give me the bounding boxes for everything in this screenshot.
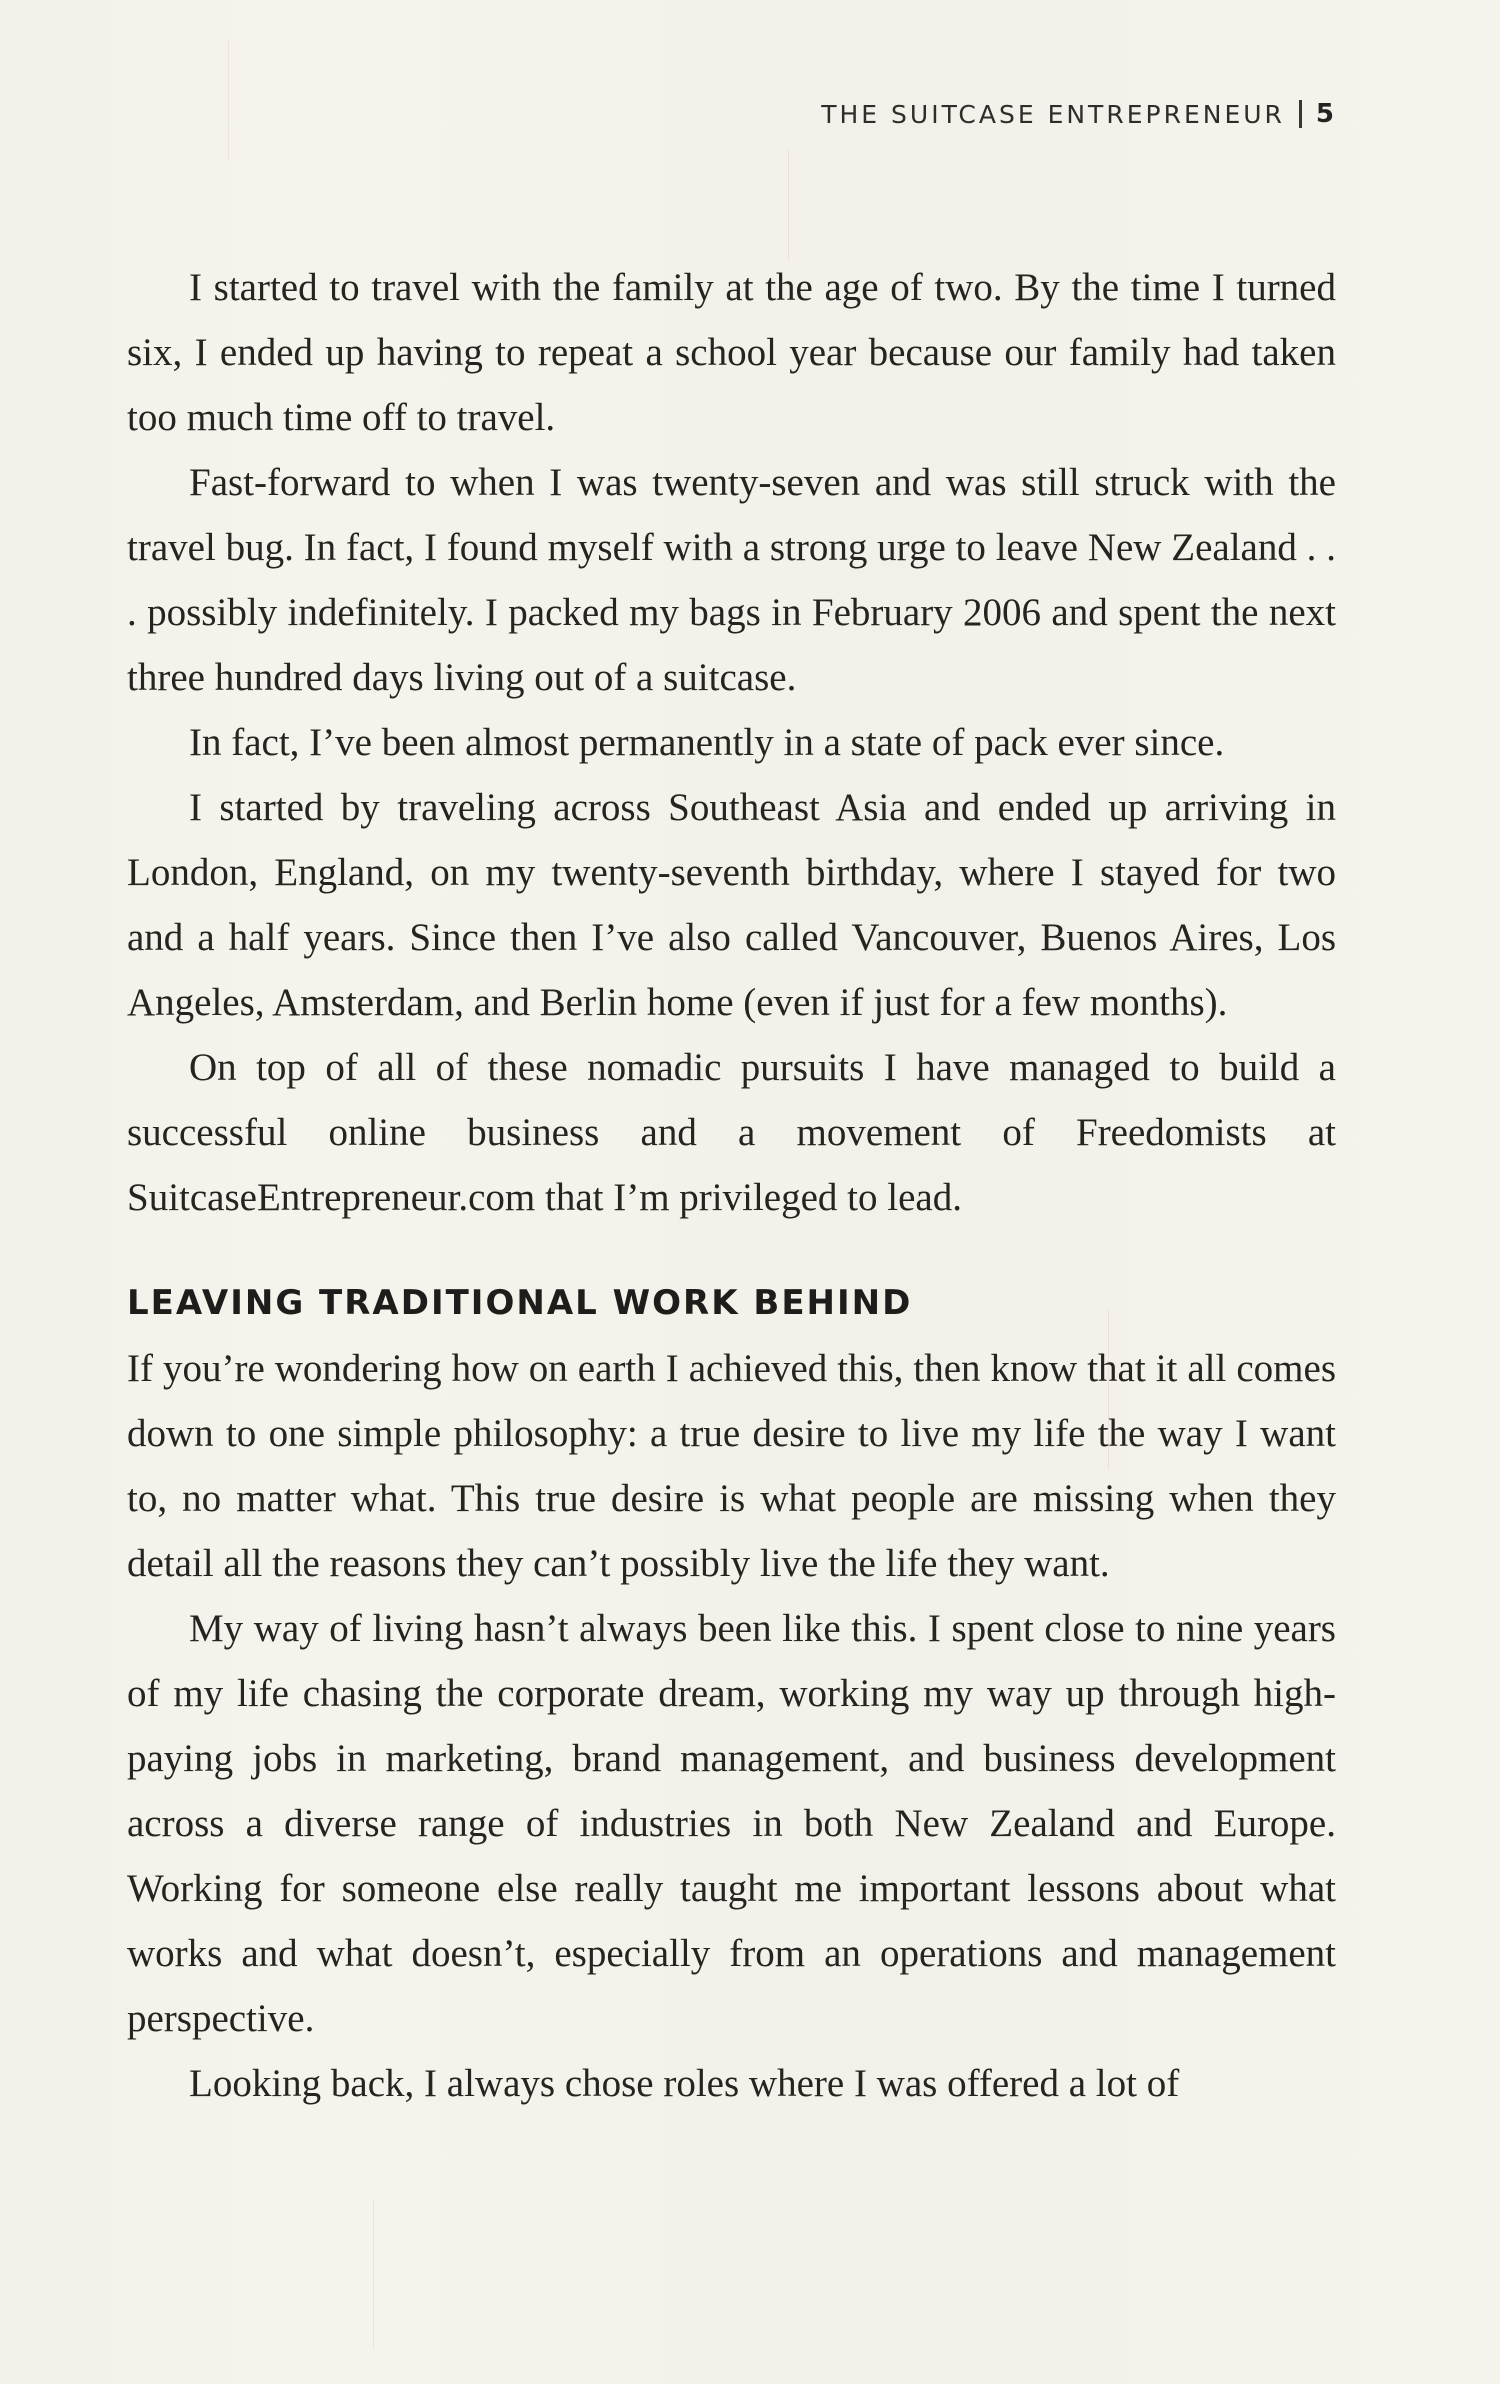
body-text [127, 255, 1336, 2116]
paragraph: In fact, I’ve been almost permanently in a state of pack ever since. [189, 721, 1225, 764]
scan-artifact [373, 2200, 374, 2350]
paragraph: Looking back, I always chose roles where I was offered a lot of [189, 2062, 1180, 2105]
scan-artifact [788, 150, 789, 260]
section-heading: LEAVING TRADITIONAL WORK BEHIND [127, 1283, 913, 1323]
paragraph: I started by traveling across Southeast Asia and ended up arriving in London, England, on my twenty-seventh birthday, where I stayed for two and a half years. Since then I’ve also called Vancouver, Buenos Aires, Los Angeles, Amsterdam, and Berlin home (even if just for a few months). [127, 786, 1336, 1024]
scan-artifact [228, 40, 229, 160]
page-number: 5 [1315, 99, 1334, 129]
paragraph: I started to travel with the family at the age of two. By the time I turned six, I ended up having to repeat a school year because our family had taken too much time off to travel. [127, 266, 1336, 439]
paragraph: On top of all of these nomadic pursuits I have managed to build a successful online business and a movement of Freedomists at SuitcaseEntrepreneur.com that I’m privileged to lead. [127, 1046, 1336, 1219]
header-divider [1299, 100, 1302, 128]
running-header [821, 96, 1334, 132]
paragraph: If you’re wondering how on earth I achieved this, then know that it all comes down to one simple philosophy: a true desire to live my life the way I want to, no matter what. This true desire is what people are missing when they detail all the reasons they can’t possibly live the life they want. [127, 1347, 1336, 1585]
book-title: THE SUITCASE ENTREPRENEUR [821, 99, 1285, 129]
paragraph: Fast-forward to when I was twenty-seven and was still struck with the travel bug. In fact, I found myself with a strong urge to leave New Zealand . . . possibly indefinitely. I packed my bags in February 2006 and spent the next three hundred days living out of a suitcase. [127, 461, 1336, 699]
paragraph: My way of living hasn’t always been like this. I spent close to nine years of my life chasing the corporate dream, working my way up through high-paying jobs in marketing, brand management, and business development across a diverse range of industries in both New Zealand and Europe. Working for someone else really taught me important lessons about what works and what doesn’t, especially from an operations and management perspective. [127, 1607, 1336, 2040]
